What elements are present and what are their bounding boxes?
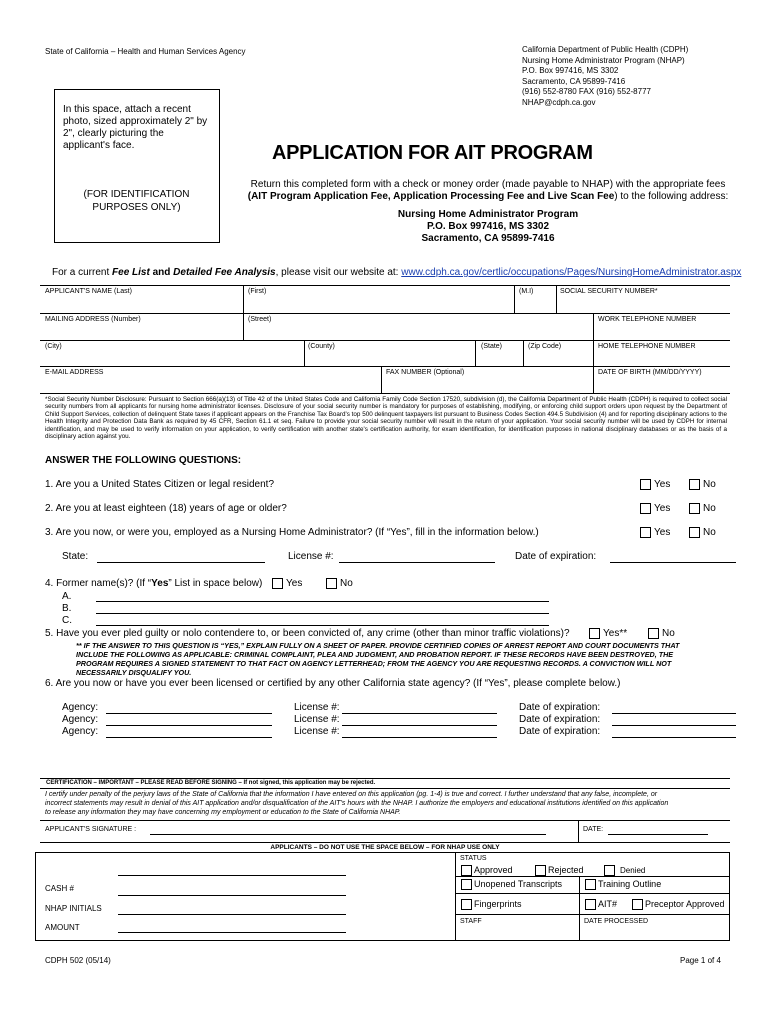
former-name-a-label: A.: [62, 591, 72, 602]
former-name-c-input[interactable]: [96, 625, 549, 626]
certification-line: I certify under penalty of the perjury laws of the State of California that the information I have entered on this application (pg. 1-4) is true and correct. I further understand that any false, incomplete, or: [45, 791, 658, 798]
question-3: 3. Are you now, or were you, employed as a Nursing Home Administrator? (If “Yes”, fill in the information below.): [45, 527, 539, 538]
return-instructions: [228, 179, 748, 203]
county-field[interactable]: (County): [308, 343, 335, 350]
home-phone-field[interactable]: HOME TELEPHONE NUMBER: [598, 343, 696, 350]
address-line: Sacramento, CA 95899-7416: [421, 233, 555, 244]
fee-list-label: Fee List: [112, 267, 150, 278]
email-field[interactable]: E-MAIL ADDRESS: [45, 369, 104, 376]
no-label: No: [703, 503, 716, 514]
fingerprints-label: Fingerprints: [474, 899, 522, 909]
address-line: Nursing Home Administrator Program: [397, 209, 579, 220]
fees-line: [52, 267, 741, 278]
staff-label: STAFF: [460, 918, 482, 925]
q4-yes-checkbox[interactable]: [272, 578, 283, 589]
agency-input-1[interactable]: [106, 713, 272, 714]
ssn-disclosure: *Social Security Number Disclosure: Pursuant to Section 666(a)(13) of Title 42 of the United States Code and California Family Code Section 17520, subdivision (d), the California Department of Public Health (CDPH) is required to collect social security numbers from all applicants for nursing home administrator licenses. Disclosure of your social security number is mandatory for purposes of establishing, modifying, or enforcing child support orders upon request by the Department of Child Support Services, collection of delinquent State taxes if applicant appears on the Franchise Tax Board's top 500 delinquent taxpayers list pursuant to Business Codes Section 494.5 Subdivision (4) and for reporting disciplinary actions to the Health Integrity and Protection Data Bank as required by 45 CFR, Section 61.1 et seq. Failure to provide your social security number will result in the return of your application. Your social security number will be used by CDPH for internal identification, and may be used to verify information on your application, to verify certification with another state's certification authority, for exam identification, for identification purposes in national disciplinary databases or as the basis of a disciplinary action against you.: [45, 396, 727, 441]
former-name-a-input[interactable]: [96, 601, 549, 602]
former-name-c-label: C.: [62, 615, 72, 626]
nha-expiration-label: Date of expiration:: [515, 551, 597, 562]
nha-state-input[interactable]: [97, 562, 265, 563]
unopened-transcripts-checkbox[interactable]: [461, 879, 472, 890]
amount-input[interactable]: [118, 932, 346, 933]
question-4: [45, 578, 262, 589]
dept-line: (916) 552-8780 FAX (916) 552-8777: [522, 87, 651, 96]
certification-text: [45, 790, 668, 818]
other-expiration-label: Date of expiration:: [519, 726, 601, 737]
signature-input[interactable]: [150, 834, 546, 835]
agency-label: Agency:: [62, 714, 99, 725]
q4-no-checkbox[interactable]: [326, 578, 337, 589]
initials-input[interactable]: [118, 914, 346, 915]
yes-label: Yes: [654, 479, 671, 490]
certification-line: to release any information they may have concerning my employment or education to the State of California NHAP.: [45, 809, 401, 817]
signature-label: APPLICANT'S SIGNATURE :: [45, 826, 137, 833]
q5-note-line: PROGRAM REQUIRES A SIGNED STATEMENT TO THAT FACT ON AGENCY LETTERHEAD; FROM THE AGENCY YOU ARE REQUESTING RECORDS. A CONVICTION WILL NOT: [76, 659, 672, 668]
dept-line: NHAP@cdph.ca.gov: [522, 97, 596, 107]
denied-label: Denied: [620, 866, 646, 875]
no-label: No: [662, 628, 675, 639]
questions-heading: ANSWER THE FOLLOWING QUESTIONS:: [45, 455, 242, 466]
q1-no-checkbox[interactable]: [689, 479, 700, 490]
other-license-input-2[interactable]: [342, 725, 497, 726]
ait-number-label: AIT#: [598, 899, 618, 909]
q5-note-line: NECESSARILY DISQUALIFY YOU.: [76, 668, 192, 677]
mailing-number-field[interactable]: MAILING ADDRESS (Number): [45, 316, 141, 323]
q5-no-checkbox[interactable]: [648, 628, 659, 639]
page-title: APPLICATION FOR AIT PROGRAM: [272, 142, 593, 164]
certification-line: incorrect statements may result in denial of this AIT application and/or disqualification of the AIT's hours with the NHAP. I authorize the employers and educational institutions identified on this application: [45, 800, 669, 808]
other-expiration-label: Date of expiration:: [519, 714, 601, 725]
certification-header: CERTIFICATION – IMPORTANT – PLEASE READ BEFORE SIGNING – If not signed, this application may be rejected.: [46, 780, 376, 786]
return-line1: Return this completed form with a check or money order (made payable to NHAP) with the appropriate fees: [250, 179, 726, 190]
agency-label: Agency:: [62, 702, 99, 713]
former-name-b-input[interactable]: [96, 613, 549, 614]
other-expiration-input-2[interactable]: [612, 725, 736, 726]
state-field[interactable]: (State): [481, 343, 503, 350]
photo-note-line1: (FOR IDENTIFICATION: [83, 189, 190, 200]
other-license-input-1[interactable]: [342, 713, 497, 714]
nhap-initials-label: NHAP INITIALS: [45, 904, 102, 913]
fees-pre: For a current: [52, 267, 113, 278]
photo-note: [55, 188, 218, 214]
denied-checkbox[interactable]: [604, 865, 615, 876]
question-2: 2. Are you at least eighteen (18) years of age or older?: [45, 503, 287, 514]
q5-note-line: ** IF THE ANSWER TO THIS QUESTION IS “YES,” EXPLAIN FULLY ON A SHEET OF PAPER. PROVIDE CERTIFIED COPIES OF ARREST REPORT AND COURT DOCUMENTS THAT: [76, 641, 680, 650]
work-phone-field[interactable]: WORK TELEPHONE NUMBER: [598, 316, 697, 323]
status-label: STATUS: [460, 855, 487, 862]
agency-label: Agency:: [62, 726, 99, 737]
office-use-header: APPLICANTS – DO NOT USE THE SPACE BELOW – FOR NHAP USE ONLY: [270, 844, 500, 851]
nha-license-input[interactable]: [339, 562, 495, 563]
yes-label: Yes: [286, 578, 303, 589]
yes-label: Yes: [654, 527, 671, 538]
other-expiration-input-3[interactable]: [612, 737, 736, 738]
amount-label: AMOUNT: [45, 923, 80, 932]
return-fee-types: (AIT Program Application Fee, Application Processing Fee and Live Scan Fee: [247, 191, 615, 202]
question-1: 1. Are you a United States Citizen or legal resident?: [45, 479, 275, 490]
yes-starred-label: Yes**: [603, 628, 628, 639]
agency-input-3[interactable]: [106, 737, 272, 738]
rejected-checkbox[interactable]: [535, 865, 546, 876]
last-name-field[interactable]: APPLICANT'S NAME (Last): [45, 288, 132, 295]
dob-field[interactable]: DATE OF BIRTH (MM/DD/YYYY): [598, 369, 702, 376]
rejected-label: Rejected: [548, 865, 584, 875]
unopened-transcripts-label: Unopened Transcripts: [474, 879, 563, 889]
first-name-field[interactable]: (First): [248, 288, 267, 295]
nha-license-label: License #:: [288, 551, 334, 562]
street-field[interactable]: (Street): [248, 316, 272, 323]
preceptor-approved-checkbox[interactable]: [632, 899, 643, 910]
training-outline-checkbox[interactable]: [585, 879, 596, 890]
address-line: P.O. Box 997416, MS 3302: [426, 221, 550, 232]
zip-field[interactable]: (Zip Code): [528, 343, 562, 350]
preceptor-approved-label: Preceptor Approved: [645, 899, 725, 909]
cash-input[interactable]: [118, 895, 346, 896]
department-address: [522, 45, 688, 108]
date-label: DATE:: [583, 826, 604, 833]
yes-label: Yes: [654, 503, 671, 514]
dept-line: P.O. Box 997416, MS 3302: [522, 66, 619, 75]
q5-note-line: INCLUDE THE FOLLOWING AS APPLICABLE: CRIMINAL COMPLAINT, PLEA AND JUDGMENT, AND PROBATION REPORT. IF THESE RECORDS HAVE BEEN DESTROYED, THE: [76, 650, 674, 659]
training-outline-label: Training Outline: [598, 879, 662, 889]
ssn-field[interactable]: SOCIAL SECURITY NUMBER*: [560, 288, 658, 295]
agency-name: State of California – Health and Human Services Agency: [45, 47, 246, 56]
fax-field[interactable]: FAX NUMBER (Optional): [386, 369, 465, 376]
return-line2-rest: ) to the following address:: [614, 191, 729, 202]
form-id: CDPH 502 (05/14): [45, 956, 111, 965]
photo-instructions: In this space, attach a recent photo, sized approximately 2" by 2", clearly picturing the applicant's face.: [63, 104, 208, 151]
former-name-b-label: B.: [62, 603, 72, 614]
fees-and: and: [149, 267, 174, 278]
no-label: No: [340, 578, 353, 589]
agency-input-2[interactable]: [106, 725, 272, 726]
fee-analysis-label: Detailed Fee Analysis: [173, 267, 276, 278]
q1-yes-checkbox[interactable]: [640, 479, 651, 490]
other-expiration-input-1[interactable]: [612, 713, 736, 714]
other-license-label: License #:: [294, 714, 340, 725]
dept-line: California Department of Public Health (CDPH): [522, 45, 689, 54]
city-field[interactable]: (City): [45, 343, 62, 350]
dept-line: Sacramento, CA 95899-7416: [522, 76, 626, 86]
mailing-address-block: [228, 209, 748, 245]
page-number: Page 1 of 4: [680, 956, 721, 965]
no-label: No: [703, 479, 716, 490]
q2-no-checkbox[interactable]: [689, 503, 700, 514]
nha-expiration-input[interactable]: [610, 562, 736, 563]
q4-text-end: ” List in space below): [168, 578, 263, 589]
middle-initial-field[interactable]: (M.I): [519, 288, 534, 295]
cash-input-line: [118, 875, 346, 876]
other-license-label: License #:: [294, 702, 340, 713]
fingerprints-checkbox[interactable]: [461, 899, 472, 910]
q4-text: 4. Former name(s)? (If “: [45, 578, 152, 589]
date-input[interactable]: [608, 834, 708, 835]
other-license-label: License #:: [294, 726, 340, 737]
q3-yes-checkbox[interactable]: [640, 527, 651, 538]
approved-checkbox[interactable]: [461, 865, 472, 876]
q5-yes-checkbox[interactable]: [589, 628, 600, 639]
q3-no-checkbox[interactable]: [689, 527, 700, 538]
cash-label: CASH #: [45, 884, 74, 893]
other-expiration-label: Date of expiration:: [519, 702, 601, 713]
nha-state-label: State:: [62, 551, 89, 562]
dept-line: Nursing Home Administrator Program (NHAP): [522, 55, 685, 65]
q2-yes-checkbox[interactable]: [640, 503, 651, 514]
website-link[interactable]: www.cdph.ca.gov/certlic/occupations/Pages/NursingHomeAdministrator.aspx: [401, 267, 742, 278]
q4-yes-emphasis: Yes: [151, 578, 169, 589]
date-processed-label: DATE PROCESSED: [584, 918, 649, 925]
other-license-input-3[interactable]: [342, 737, 497, 738]
photo-box[interactable]: [54, 89, 220, 243]
q5-note: [76, 641, 679, 677]
question-6: 6. Are you now or have you ever been licensed or certified by any other California state agency? (If “Yes”, please complete below.): [45, 678, 621, 689]
approved-label: Approved: [474, 865, 513, 875]
photo-note-line2: PURPOSES ONLY): [92, 202, 181, 213]
ait-checkbox[interactable]: [585, 899, 596, 910]
question-5: 5. Have you ever pled guilty or nolo contendere to, or been convicted of, any crime (other than minor traffic violations)?: [45, 628, 570, 639]
fees-mid: , please visit our website at:: [275, 267, 402, 278]
no-label: No: [703, 527, 716, 538]
return-line2: [228, 191, 748, 203]
